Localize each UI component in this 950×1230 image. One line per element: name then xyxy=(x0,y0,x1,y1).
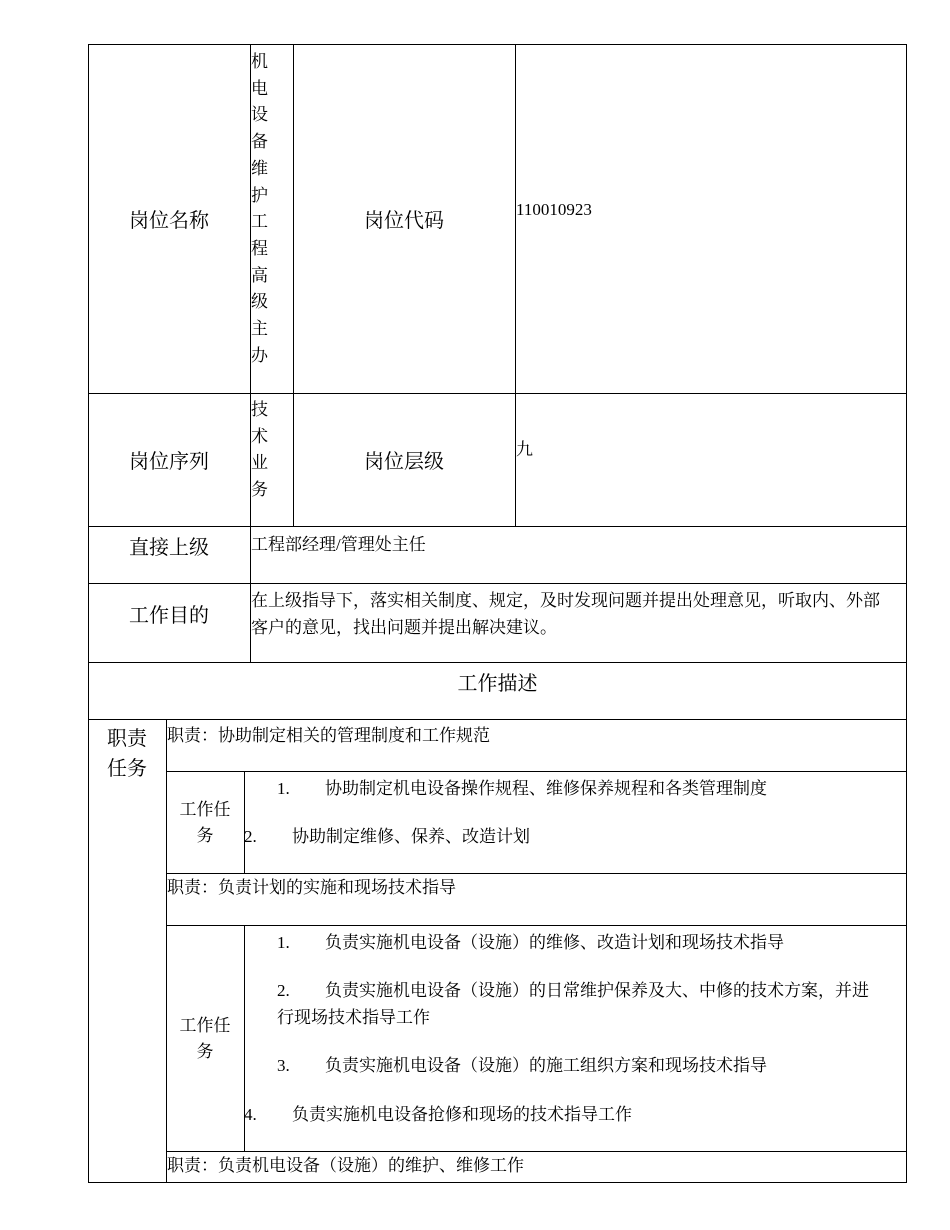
duties-label: 职责任务 xyxy=(107,726,147,780)
task-item xyxy=(277,977,877,1031)
purpose-value: 在上级指导下，落实相关制度、规定，及时发现问题并提出处理意见，听取内、外部客户的意见，找出问题并提出解决建议。 xyxy=(251,591,880,637)
task-label: 工作任务 xyxy=(179,800,231,846)
row-divider xyxy=(88,719,907,720)
task-item xyxy=(277,775,767,802)
task-number: 3. xyxy=(277,1056,290,1075)
task-number: 1. xyxy=(277,779,290,798)
task-text: 协助制定机电设备操作规程、维修保养规程和各类管理制度 xyxy=(325,779,767,798)
row-divider xyxy=(166,771,907,772)
post-code-value: 110010923 xyxy=(516,200,592,219)
task-item xyxy=(244,823,530,850)
section-title: 工作描述 xyxy=(457,670,538,695)
task-item xyxy=(277,1052,767,1079)
post-series-label: 岗位序列 xyxy=(129,449,209,473)
row-divider xyxy=(166,925,907,926)
post-name-label: 岗位名称 xyxy=(129,208,209,232)
task-label: 工作任务 xyxy=(179,1015,231,1062)
superior-value: 工程部经理/管理处主任 xyxy=(251,535,426,554)
task-text: 协助制定维修、保养、改造计划 xyxy=(292,827,530,846)
post-name-value: 机电设备维护工程高级主办 xyxy=(251,52,268,365)
superior-label: 直接上级 xyxy=(129,534,209,559)
task-number: 1. xyxy=(277,933,290,952)
task-text: 负责实施机电设备（设施）的日常维护保养及大、中修的技术方案，并进行现场技术指导工作 xyxy=(277,981,869,1027)
task-text: 负责实施机电设备（设施）的施工组织方案和现场技术指导 xyxy=(325,1056,767,1075)
duty-title: 职责：负责机电设备（设施）的维护、维修工作 xyxy=(167,1156,524,1175)
duty-title: 职责：协助制定相关的管理制度和工作规范 xyxy=(167,726,490,745)
purpose-label: 工作目的 xyxy=(129,602,209,627)
task-item xyxy=(277,929,784,956)
post-level-label: 岗位层级 xyxy=(364,449,444,473)
task-text: 负责实施机电设备抢修和现场的技术指导工作 xyxy=(292,1105,632,1124)
post-code-label: 岗位代码 xyxy=(364,208,444,232)
task-text: 负责实施机电设备（设施）的维修、改造计划和现场技术指导 xyxy=(325,933,784,952)
duty-title: 职责：负责计划的实施和现场技术指导 xyxy=(167,878,456,897)
post-level-value: 九 xyxy=(516,440,533,459)
post-series-value: 技术业务 xyxy=(251,400,268,500)
task-number: 4. xyxy=(244,1105,257,1124)
task-number: 2. xyxy=(244,827,257,846)
task-number: 2. xyxy=(277,981,290,1000)
task-item xyxy=(244,1101,632,1128)
